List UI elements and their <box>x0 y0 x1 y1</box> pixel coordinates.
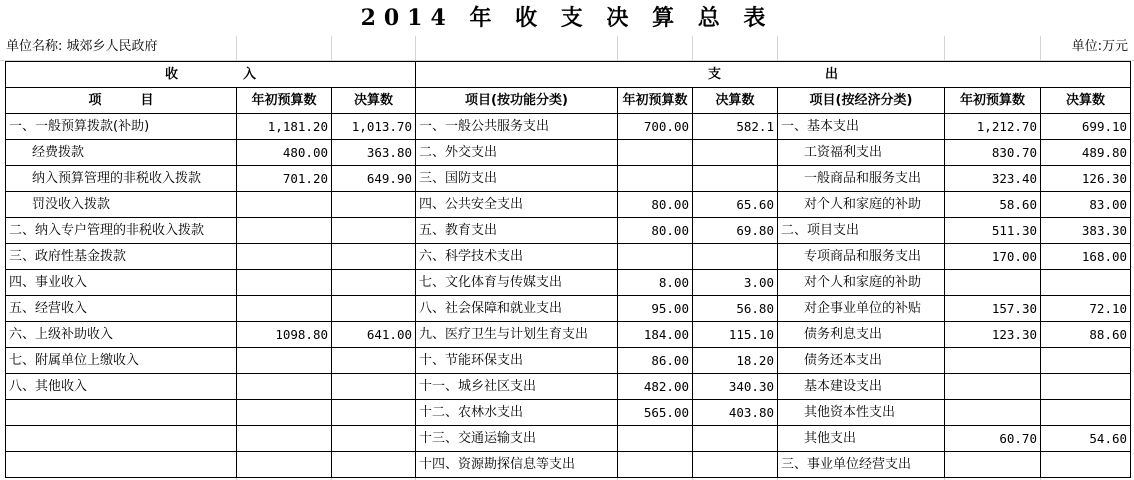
table-row <box>6 348 1131 374</box>
func-final-cell: 3.00 <box>693 270 778 296</box>
econ-budget-cell: 157.30 <box>945 296 1041 322</box>
col-header-func-final: 决算数 <box>693 88 778 114</box>
func-budget-cell <box>618 140 693 166</box>
table-row <box>6 426 1131 452</box>
func-item-cell: 一、一般公共服务支出 <box>416 114 618 140</box>
income-item-cell: 三、政府性基金拨款 <box>6 244 237 270</box>
func-final-cell: 582.1 <box>693 114 778 140</box>
func-budget-cell: 80.00 <box>618 192 693 218</box>
func-item-cell: 六、科学技术支出 <box>416 244 618 270</box>
econ-item-cell: 其他资本性支出 <box>778 400 945 426</box>
income-item-cell: 四、事业收入 <box>6 270 237 296</box>
econ-item-cell: 工资福利支出 <box>778 140 945 166</box>
col-header-econ-item: 项目(按经济分类) <box>778 88 945 114</box>
econ-budget-cell: 1,212.70 <box>945 114 1041 140</box>
func-budget-cell: 700.00 <box>618 114 693 140</box>
income-budget-cell <box>237 426 332 452</box>
col-header-econ-budget: 年初预算数 <box>945 88 1041 114</box>
func-budget-cell <box>618 244 693 270</box>
func-budget-cell: 80.00 <box>618 218 693 244</box>
econ-item-cell: 对个人和家庭的补助 <box>778 192 945 218</box>
income-budget-cell <box>237 452 332 478</box>
econ-final-cell: 168.00 <box>1041 244 1131 270</box>
func-final-cell: 115.10 <box>693 322 778 348</box>
func-budget-cell: 86.00 <box>618 348 693 374</box>
header-row-group <box>6 62 1131 88</box>
econ-final-cell <box>1041 400 1131 426</box>
income-final-cell <box>332 244 416 270</box>
income-final-cell: 649.90 <box>332 166 416 192</box>
econ-final-cell: 54.60 <box>1041 426 1131 452</box>
econ-budget-cell: 60.70 <box>945 426 1041 452</box>
econ-final-cell: 88.60 <box>1041 322 1131 348</box>
income-final-cell <box>332 374 416 400</box>
income-final-cell <box>332 192 416 218</box>
func-item-cell: 四、公共安全支出 <box>416 192 618 218</box>
econ-final-cell <box>1041 452 1131 478</box>
func-budget-cell: 482.00 <box>618 374 693 400</box>
income-final-cell <box>332 400 416 426</box>
income-item-cell <box>6 400 237 426</box>
econ-item-cell: 三、事业单位经营支出 <box>778 452 945 478</box>
table-row <box>6 114 1131 140</box>
col-header-func-budget: 年初预算数 <box>618 88 693 114</box>
func-item-cell: 十一、城乡社区支出 <box>416 374 618 400</box>
table-row <box>6 296 1131 322</box>
econ-item-cell: 二、项目支出 <box>778 218 945 244</box>
income-budget-cell <box>237 348 332 374</box>
income-budget-cell <box>237 218 332 244</box>
econ-item-cell: 专项商品和服务支出 <box>778 244 945 270</box>
income-budget-cell <box>237 192 332 218</box>
func-budget-cell: 8.00 <box>618 270 693 296</box>
econ-item-cell: 对企事业单位的补贴 <box>778 296 945 322</box>
income-final-cell <box>332 452 416 478</box>
econ-budget-cell <box>945 374 1041 400</box>
expense-header: 支 出 <box>416 62 1131 88</box>
table-row <box>6 166 1131 192</box>
table-row <box>6 374 1131 400</box>
econ-final-cell: 699.10 <box>1041 114 1131 140</box>
func-item-cell: 二、外交支出 <box>416 140 618 166</box>
func-item-cell: 九、医疗卫生与计划生育支出 <box>416 322 618 348</box>
func-final-cell: 403.80 <box>693 400 778 426</box>
table-row <box>6 452 1131 478</box>
econ-budget-cell: 511.30 <box>945 218 1041 244</box>
income-item-cell <box>6 426 237 452</box>
col-header-econ-final: 决算数 <box>1041 88 1131 114</box>
income-item-cell: 经费拨款 <box>6 140 237 166</box>
econ-final-cell <box>1041 270 1131 296</box>
econ-final-cell: 383.30 <box>1041 218 1131 244</box>
income-final-cell: 363.80 <box>332 140 416 166</box>
func-budget-cell: 184.00 <box>618 322 693 348</box>
econ-final-cell <box>1041 348 1131 374</box>
income-final-cell <box>332 218 416 244</box>
income-final-cell <box>332 296 416 322</box>
func-item-cell: 五、教育支出 <box>416 218 618 244</box>
func-item-cell: 七、文化体育与传媒支出 <box>416 270 618 296</box>
income-final-cell: 641.00 <box>332 322 416 348</box>
table-row <box>6 140 1131 166</box>
econ-budget-cell <box>945 270 1041 296</box>
func-budget-cell: 565.00 <box>618 400 693 426</box>
func-final-cell <box>693 426 778 452</box>
unit-name-label: 单位名称: 城郊乡人民政府 <box>6 39 158 54</box>
income-item-cell: 罚没收入拨款 <box>6 192 237 218</box>
econ-budget-cell: 830.70 <box>945 140 1041 166</box>
table-row <box>6 400 1131 426</box>
income-final-cell <box>332 426 416 452</box>
econ-item-cell: 对个人和家庭的补助 <box>778 270 945 296</box>
econ-item-cell: 一般商品和服务支出 <box>778 166 945 192</box>
econ-item-cell: 基本建设支出 <box>778 374 945 400</box>
table-row <box>6 270 1131 296</box>
income-budget-cell: 701.20 <box>237 166 332 192</box>
econ-final-cell: 126.30 <box>1041 166 1131 192</box>
func-final-cell: 56.80 <box>693 296 778 322</box>
col-header-func-item: 项目(按功能分类) <box>416 88 618 114</box>
econ-item-cell: 其他支出 <box>778 426 945 452</box>
econ-budget-cell <box>945 452 1041 478</box>
income-item-cell: 二、纳入专户管理的非税收入拨款 <box>6 218 237 244</box>
econ-item-cell: 一、基本支出 <box>778 114 945 140</box>
income-item-cell: 六、上级补助收入 <box>6 322 237 348</box>
income-item-cell <box>6 452 237 478</box>
income-budget-cell: 1098.80 <box>237 322 332 348</box>
income-header: 收 入 <box>6 62 416 88</box>
income-budget-cell <box>237 296 332 322</box>
func-budget-cell: 95.00 <box>618 296 693 322</box>
func-item-cell: 三、国防支出 <box>416 166 618 192</box>
func-item-cell: 十三、交通运输支出 <box>416 426 618 452</box>
func-final-cell <box>693 166 778 192</box>
col-header-budget: 年初预算数 <box>237 88 332 114</box>
econ-budget-cell <box>945 348 1041 374</box>
income-budget-cell: 1,181.20 <box>237 114 332 140</box>
income-item-cell: 一、一般预算拨款(补助) <box>6 114 237 140</box>
page-title: 2014 年 收 支 决 算 总 表 <box>0 0 1134 36</box>
income-budget-cell <box>237 270 332 296</box>
unit-label: 单位:万元 <box>1071 39 1128 54</box>
func-budget-cell <box>618 426 693 452</box>
table-row <box>6 192 1131 218</box>
func-final-cell: 65.60 <box>693 192 778 218</box>
econ-final-cell: 489.80 <box>1041 140 1131 166</box>
func-item-cell: 十二、农林水支出 <box>416 400 618 426</box>
func-final-cell: 69.80 <box>693 218 778 244</box>
income-item-cell: 七、附属单位上缴收入 <box>6 348 237 374</box>
econ-budget-cell <box>945 400 1041 426</box>
func-item-cell: 八、社会保障和就业支出 <box>416 296 618 322</box>
func-final-cell: 340.30 <box>693 374 778 400</box>
econ-final-cell: 72.10 <box>1041 296 1131 322</box>
income-budget-cell: 480.00 <box>237 140 332 166</box>
func-budget-cell <box>618 452 693 478</box>
func-final-cell <box>693 140 778 166</box>
econ-final-cell <box>1041 374 1131 400</box>
econ-budget-cell: 123.30 <box>945 322 1041 348</box>
income-budget-cell <box>237 244 332 270</box>
table-row <box>6 322 1131 348</box>
func-final-cell <box>693 244 778 270</box>
header-row-columns <box>6 88 1131 114</box>
func-final-cell <box>693 452 778 478</box>
econ-budget-cell: 170.00 <box>945 244 1041 270</box>
func-budget-cell <box>618 166 693 192</box>
table-row <box>6 218 1131 244</box>
income-final-cell: 1,013.70 <box>332 114 416 140</box>
income-item-cell: 五、经营收入 <box>6 296 237 322</box>
econ-item-cell: 债务利息支出 <box>778 322 945 348</box>
income-budget-cell <box>237 400 332 426</box>
econ-item-cell: 债务还本支出 <box>778 348 945 374</box>
income-final-cell <box>332 348 416 374</box>
income-final-cell <box>332 270 416 296</box>
income-item-cell: 纳入预算管理的非税收入拨款 <box>6 166 237 192</box>
unit-row <box>0 33 1134 61</box>
income-budget-cell <box>237 374 332 400</box>
col-header-item: 项 目 <box>6 88 237 114</box>
table-row <box>6 244 1131 270</box>
func-item-cell: 十四、资源勘探信息等支出 <box>416 452 618 478</box>
econ-final-cell: 83.00 <box>1041 192 1131 218</box>
econ-budget-cell: 323.40 <box>945 166 1041 192</box>
func-final-cell: 18.20 <box>693 348 778 374</box>
econ-budget-cell: 58.60 <box>945 192 1041 218</box>
col-header-final: 决算数 <box>332 88 416 114</box>
income-item-cell: 八、其他收入 <box>6 374 237 400</box>
budget-table <box>5 61 1131 478</box>
table-body <box>6 114 1131 478</box>
func-item-cell: 十、节能环保支出 <box>416 348 618 374</box>
